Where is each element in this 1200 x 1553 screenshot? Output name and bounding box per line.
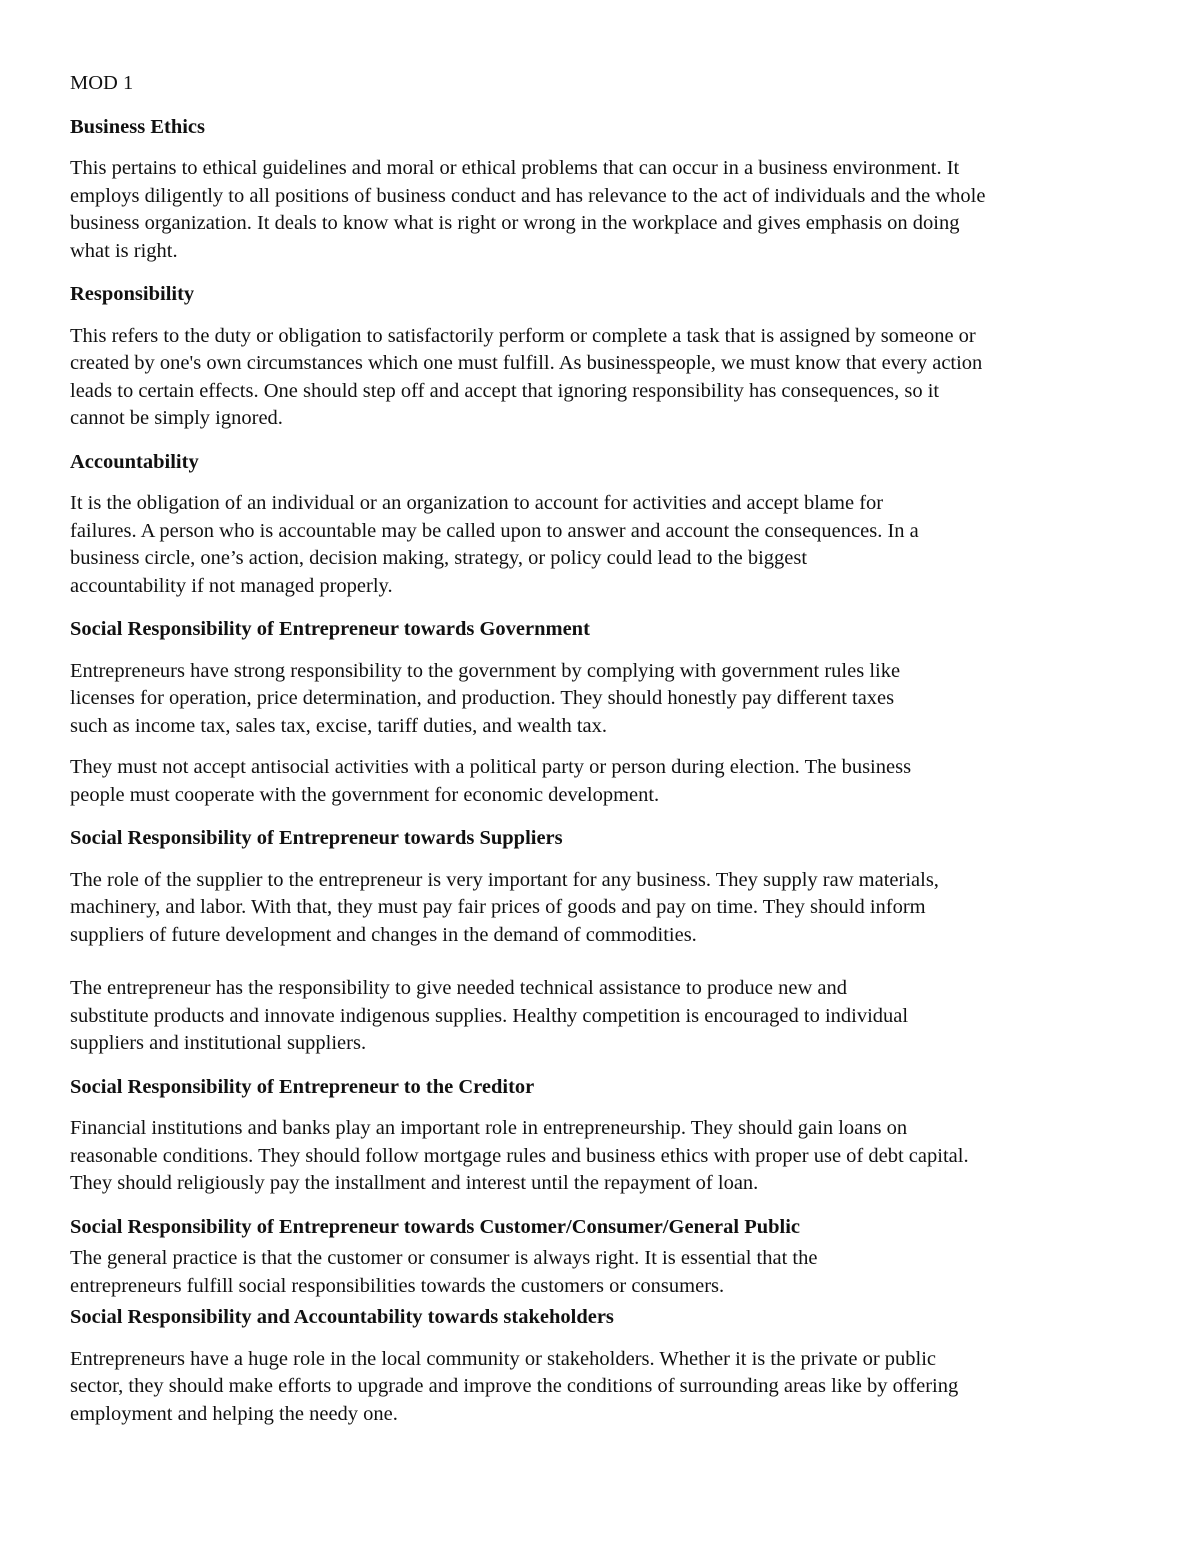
text-line: Entrepreneurs have strong responsibility to the government by complying with government rules like: [70, 659, 901, 682]
section-heading-business-ethics: Business Ethics: [70, 115, 206, 138]
text-line: suppliers and institutional suppliers.: [70, 1032, 367, 1054]
text-line: This refers to the duty or obligation to satisfactorily perform or complete a task that is assigned by someone or: [70, 324, 976, 347]
text-line: leads to certain effects. One should step off and accept that ignoring responsibility has consequences, so it: [70, 379, 940, 402]
paragraph-responsibility: [70, 323, 1132, 433]
text-line: created by one's own circumstances which one must fulfill. As businesspeople, we must know that every action: [70, 352, 983, 374]
paragraph-customer: [70, 1245, 1132, 1300]
module-title: MOD 1: [70, 72, 134, 94]
document-page: [70, 70, 1132, 1444]
text-line: business circle, one’s action, decision making, strategy, or policy could lead to the biggest: [70, 547, 808, 569]
text-line: employment and helping the needy one.: [70, 1402, 398, 1425]
text-line: reasonable conditions. They should follow mortgage rules and business ethics with proper use of debt capital.: [70, 1144, 969, 1167]
text-line: such as income tax, sales tax, excise, tariff duties, and wealth tax.: [70, 714, 608, 737]
text-line: They should religiously pay the installment and interest until the repayment of loan.: [70, 1172, 759, 1194]
section-heading-responsibility: Responsibility: [70, 283, 195, 305]
paragraph-creditor: [70, 1115, 1132, 1198]
section-heading-customer: Social Responsibility of Entrepreneur towards Customer/Consumer/General Public: [70, 1215, 801, 1238]
text-line: licenses for operation, price determination, and production. They should honestly pay different taxes: [70, 687, 895, 709]
text-line: machinery, and labor. With that, they must pay fair prices of goods and pay on time. They should inform: [70, 896, 926, 918]
section-heading-government: Social Responsibility of Entrepreneur towards Government: [70, 618, 590, 640]
text-line: Entrepreneurs have a huge role in the local community or stakeholders. Whether it is the private or public: [70, 1347, 937, 1370]
text-line: cannot be simply ignored.: [70, 407, 283, 429]
text-line: It is the obligation of an individual or an organization to account for activities and accept blame for: [70, 492, 884, 514]
text-line: The entrepreneur has the responsibility to give needed technical assistance to produce new and: [70, 977, 848, 999]
text-line: entrepreneurs fulfill social responsibilities towards the customers or consumers.: [70, 1274, 725, 1297]
paragraph-stakeholders: [70, 1346, 1132, 1429]
text-line: This pertains to ethical guidelines and moral or ethical problems that can occur in a business environment. It: [70, 157, 960, 179]
text-line: sector, they should make efforts to upgrade and improve the conditions of surrounding areas like by offering: [70, 1375, 959, 1397]
text-line: They must not accept antisocial activities with a political party or person during election. The business: [70, 756, 912, 778]
text-line: accountability if not managed properly.: [70, 574, 393, 597]
text-line: The general practice is that the customer or consumer is always right. It is essential that the: [70, 1247, 818, 1269]
paragraph-accountability: [70, 490, 1132, 600]
section-heading-stakeholders: Social Responsibility and Accountability towards stakeholders: [70, 1306, 614, 1328]
paragraph-business-ethics: [70, 155, 1132, 265]
section-heading-creditor: Social Responsibility of Entrepreneur to the Creditor: [70, 1075, 535, 1098]
section-heading-accountability: Accountability: [70, 450, 199, 473]
text-line: substitute products and innovate indigenous supplies. Healthy competition is encouraged to individual: [70, 1004, 909, 1027]
text-line: suppliers of future development and changes in the demand of commodities.: [70, 923, 697, 946]
text-line: failures. A person who is accountable may be called upon to answer and account the consequences. In a: [70, 519, 919, 542]
text-line: employs diligently to all positions of business conduct and has relevance to the act of individuals and the whole: [70, 184, 986, 207]
paragraph-government-2: [70, 754, 1132, 809]
text-line: what is right.: [70, 239, 178, 262]
text-line: people must cooperate with the government for economic development.: [70, 783, 660, 806]
section-heading-suppliers: Social Responsibility of Entrepreneur towards Suppliers: [70, 827, 563, 849]
paragraph-suppliers-2: [70, 975, 1132, 1058]
text-line: The role of the supplier to the entrepreneur is very important for any business. They supply raw materials,: [70, 868, 939, 891]
text-line: Financial institutions and banks play an important role in entrepreneurship. They should gain loans on: [70, 1117, 908, 1139]
paragraph-suppliers-1: [70, 867, 1132, 950]
paragraph-government-1: [70, 658, 1132, 741]
text-line: business organization. It deals to know what is right or wrong in the workplace and gives emphasis on doing: [70, 212, 960, 234]
